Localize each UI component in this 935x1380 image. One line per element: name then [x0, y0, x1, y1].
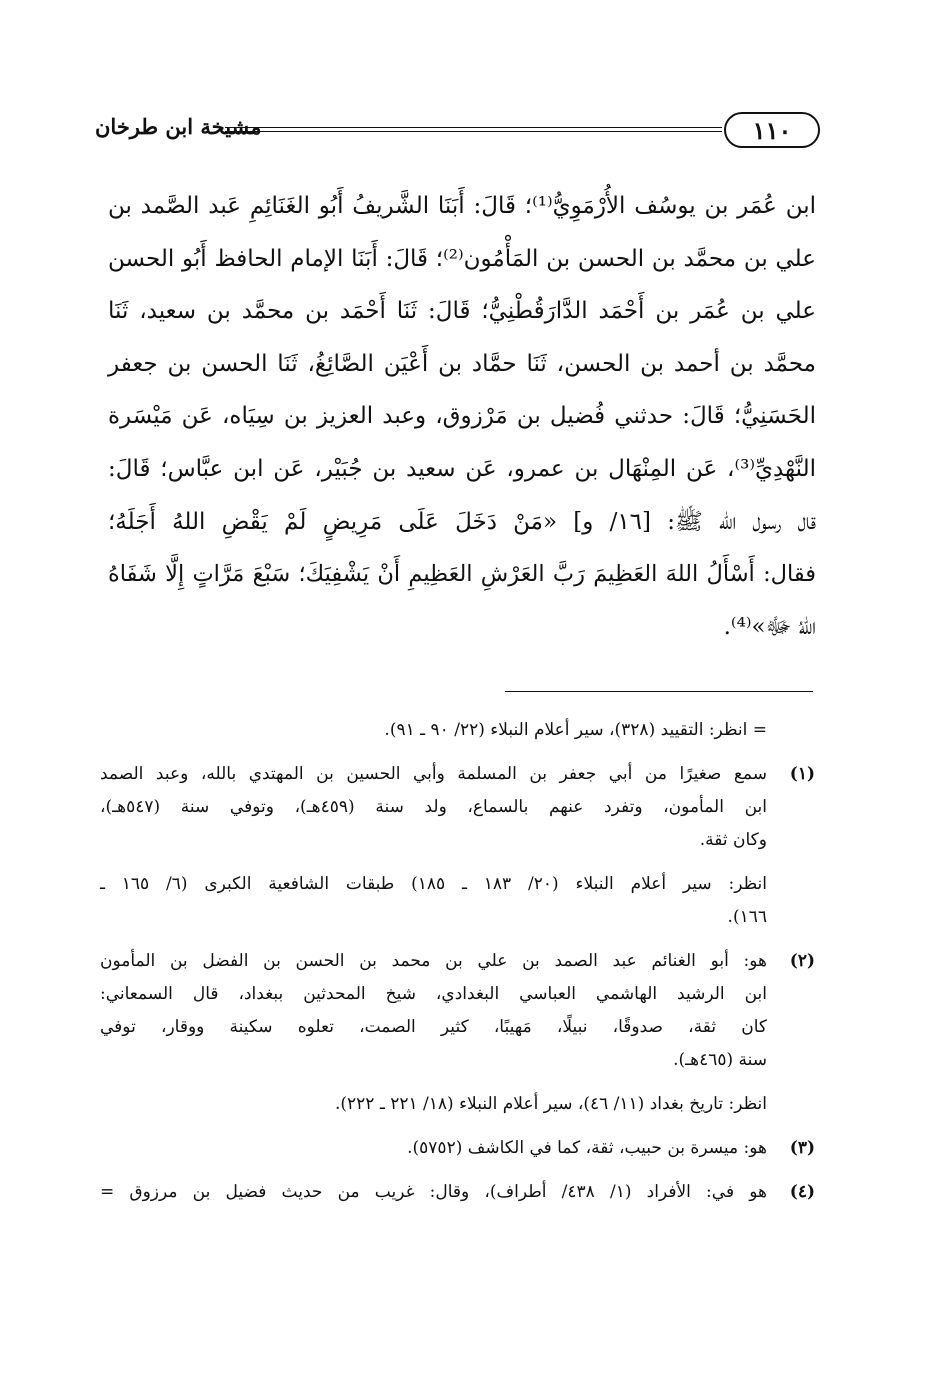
book-title: مشيخة ابن طرخان — [95, 114, 262, 139]
footnote-1-reference — [100, 868, 815, 934]
footnote-number: (٣) — [789, 1138, 815, 1158]
hadith-line: قال رسول الله ﷺ: [١٦/ و] «مَنْ دَخَلَ عَلَى مَرِيضٍ لَمْ يَقْضِ اللهُ أَجَلَهُ؛ — [108, 508, 816, 535]
footnote-2 — [100, 945, 815, 1077]
footnote-number: (٢) — [789, 951, 815, 971]
page-header — [95, 108, 820, 154]
footnote-number: (٤) — [789, 1182, 815, 1202]
hadith-line: اللهُ ﷻ»⁽⁴⁾. — [723, 613, 816, 640]
main-line: ابن عُمَر بن يوسُف الأُرْمَوِيُّ⁽¹⁾؛ قَالَ: أَبَنَا الشَّريفُ أَبُو الغَنَائِمِ عَبد الصَّمد بن — [108, 193, 817, 219]
footnote-line: هو في: الأفراد (١/ ٤٣٨/ أطراف)، وقال: غريب من حديث فضيل بن مرزوق = — [100, 1182, 767, 1202]
footnote-line: وكان ثقة. — [699, 830, 767, 850]
footnote-2-reference — [100, 1088, 815, 1121]
page-number: ١١٠ — [724, 112, 820, 148]
footnote-number: (١) — [789, 764, 815, 784]
main-line: علي بن محمَّد بن الحسن بن المَأْمُون⁽²⁾؛ قَالَ: أَبَنَا الإمام الحافظ أَبُو الحسن — [108, 245, 816, 272]
main-line: النَّهْدِيِّ⁽³⁾، عَن المِنْهَال بن عمرو، عَن سعيد بن جُبَيْر، عَن ابن عبَّاس؛ قَالَ: — [108, 455, 816, 482]
footnote-line: انظر: سير أعلام النبلاء (٢٠/ ١٨٣ ـ ١٨٥) طبقات الشافعية الكبرى (٦/ ١٦٥ ـ — [100, 874, 767, 894]
footnote-line: ابن الرشيد الهاشمي العباسي البغدادي، شيخ المحدثين ببغداد، قال السمعاني: — [100, 984, 767, 1004]
main-line: الحَسَنِيُّ؛ قَالَ: حدثني فُضيل بن مَرْزوق، وعبد العزيز بن سِيَاه، عَن مَيْسَرة — [108, 403, 816, 430]
footnote-line: سنة (٤٦٥هـ). — [673, 1050, 767, 1070]
main-line: محمَّد بن أحمد بن الحسن، ثَنَا حمَّاد بن أَعْيَن الصَّائِغُ، ثَنَا الحسن بن جعفر — [108, 350, 816, 377]
footnote-3 — [100, 1132, 815, 1165]
footnote-separator — [505, 691, 813, 692]
footnote-line: كان ثقة، صدوقًا، نبيلًا، مَهيبًا، كثير الصمت، تعلوه سكينة ووقار، توفي — [100, 1017, 767, 1037]
footnote-4 — [100, 1176, 815, 1209]
footnote-line: هو: أبو الغنائم عبد الصمد بن علي بن محمد بن الحسن بن الفضل بن المأمون — [100, 951, 767, 971]
footnote-line: ١٦٦). — [727, 907, 767, 927]
main-line: علي بن عُمَر بن أَحْمَد الدَّارَقُطْنِيُّ؛ قَالَ: ثَنَا أَحْمَد بن محمَّد بن سعيد، ثَنَا — [108, 298, 816, 325]
footnote-line: سمع صغيرًا من أبي جعفر بن المسلمة وأبي الحسين بن المهتدي بالله، وعبد الصمد — [100, 764, 767, 784]
main-text — [108, 180, 816, 653]
header-rule — [225, 127, 722, 132]
footnote-line: ابن المأمون، وتفرد عنهم بالسماع، ولد سنة (٤٥٩هـ)، وتوفي سنة (٥٤٧هـ)، — [100, 797, 767, 817]
footnote-continuation — [100, 714, 815, 747]
footnote-1 — [100, 758, 815, 857]
footnote-line: هو: ميسرة بن حبيب، ثقة، كما في الكاشف (٥٧٥٢). — [407, 1138, 767, 1158]
footnote-line: = انظر: التقييد (٣٢٨)، سير أعلام النبلاء (٢٢/ ٩٠ ـ ٩١). — [384, 720, 767, 740]
footnotes — [100, 714, 815, 1220]
footnote-line: انظر: تاريخ بغداد (١١/ ٤٦)، سير أعلام النبلاء (١٨/ ٢٢١ ـ ٢٢٢). — [334, 1094, 767, 1114]
hadith-line: فقال: أَسْأَلُ اللهَ العَظِيمَ رَبَّ العَرْشِ العَظِيمِ أَنْ يَشْفِيَكَ؛ سَبْعَ مَرَّاتٍ إِلَّا شَفَاهُ — [108, 561, 816, 588]
